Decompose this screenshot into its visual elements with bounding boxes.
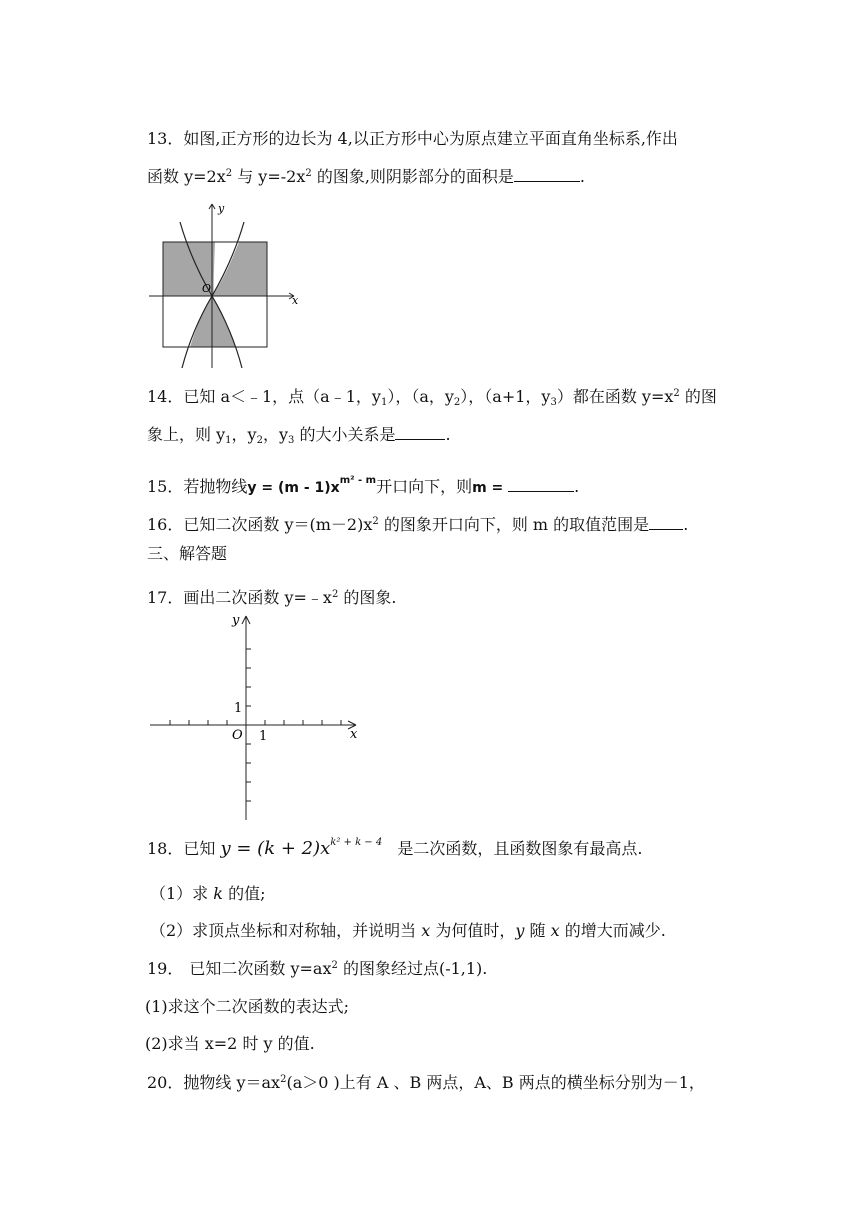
answer-blank [514,167,580,182]
q14-text-g: ，y [231,425,257,444]
q17-text-b: 的图象. [338,588,397,607]
q14-text-e: 的图 [679,387,717,406]
q18-line [147,838,642,860]
x-tick-label: 1 [259,729,268,744]
q16-line [147,514,688,536]
q17-line [147,587,397,609]
q18-part2-x: x [421,921,431,940]
sub-3b: 3 [287,435,295,446]
q13-figure [146,200,306,372]
q18-part1-b: 的值; [222,884,266,903]
answer-blank [649,515,683,530]
q20-text-a: 抛物线 y＝ax [183,1073,281,1092]
q14-text-d: ）都在函数 y=x [556,387,674,406]
q19-text-b: 的图象经过点(-1,1). [337,959,488,978]
q15-text-a: 若抛物线 [183,477,248,496]
x-axis-label: x [292,294,299,307]
sub-2b: 2 [256,435,263,446]
q18-part2 [150,920,666,942]
q17-grid-figure [146,612,366,824]
x-ticks [170,720,341,725]
q13-text-2b: 与 y=-2x [232,167,306,186]
q18-part1 [150,883,265,905]
q20-number: 20． [147,1073,184,1092]
q14-text-a: 已知 a＜﹣1，点（a﹣1，y [183,387,381,406]
q18-part1-var: k [213,884,223,903]
q17-text-a: 画出二次函数 y=﹣x [183,588,332,607]
q17-sup: 2 [331,589,339,600]
q13-line2 [147,166,585,188]
answer-blank [508,477,574,492]
q15-formula: y = (m - 1)x [247,480,340,496]
q19-sup: 2 [331,960,338,971]
q14-text-b: ），（a，y [387,387,454,406]
q18-number: 18． [147,839,184,858]
sup-2: 2 [673,388,680,399]
q18-formula: y = (k + 2)x [220,838,331,859]
q16-sup: 2 [372,516,379,527]
sub-3: 3 [550,397,557,408]
q15-line [147,476,579,499]
q13-number: 13． [147,129,184,148]
q17-number: 17． [147,588,184,607]
q13-text-2a: 函数 y=2x [147,167,226,186]
q14-text-f: 象上，则 y [147,425,226,444]
q16-period: . [683,515,689,534]
q19-part2: (2)求当 x=2 时 y 的值. [145,1034,315,1053]
q13-text-1: 如图,正方形的边长为 4,以正方形中心为原点建立平面直角坐标系,作出 [183,129,678,148]
q18-part2-x2: x [550,921,560,940]
q15-number: 15． [147,477,184,496]
y-tick-label: 1 [234,701,243,716]
q20-sup: 2 [280,1074,287,1085]
q19-text-a: 已知二次函数 y=ax [189,959,332,978]
q19-line [147,958,487,980]
q18-part2-y: y [515,921,525,940]
q18-part2-d: 的增大而减少. [559,921,666,940]
q18-part1-a: （1）求 [150,884,214,903]
q13-period: . [579,167,586,186]
sub-1b: 1 [225,435,232,446]
q15-formula-m: m = [472,480,509,496]
section-heading: 三、解答题 [147,544,228,563]
q19-number: 19． [147,959,184,978]
q20-line [147,1072,705,1094]
q16-number: 16． [147,515,184,534]
q14-line1 [147,386,717,408]
origin-label: O [202,282,212,295]
q18-exponent: k² + k − 4 [330,837,383,848]
q13-sup-a: 2 [225,168,233,179]
q14-line2 [147,424,451,446]
q16-text-a: 已知二次函数 y＝(m－2)x [183,515,373,534]
q15-exponent: m² - m [339,475,377,486]
sub-1: 1 [380,397,388,408]
q18-text-b: 是二次函数，且函数图象有最高点. [397,839,643,858]
q15-period: . [574,477,580,496]
q13-text-2c: 的图象,则阴影部分的面积是 [311,167,514,186]
q18-part2-c: 随 [524,921,551,940]
q14-text-c: ），（a+1，y [460,387,551,406]
q14-period: . [445,425,451,444]
origin-label: O [232,728,243,743]
q20-text-b: (a＞0 )上有 A 、B 两点，A、B 两点的横坐标分别为－1， [286,1073,705,1092]
sub-2: 2 [453,397,461,408]
q14-text-h: ，y [262,425,288,444]
q18-part2-a: （2）求顶点坐标和对称轴，并说明当 [150,921,422,940]
y-axis-label: y [218,202,225,215]
answer-blank [395,425,445,440]
q14-number: 14． [147,387,184,406]
x-axis-label: x [350,727,358,742]
q14-text-i: 的大小关系是 [294,425,396,444]
q13-line1 [147,128,678,150]
q19-part1: (1)求这个二次函数的表达式; [145,997,350,1016]
q13-sup-b: 2 [305,168,312,179]
q18-part2-b: 为何值时， [430,921,516,940]
q18-text-a: 已知 [183,839,216,858]
q16-text-b: 的图象开口向下，则 m 的取值范围是 [378,515,650,534]
y-axis-label: y [232,613,240,628]
q15-text-b: 开口向下，则 [376,477,473,496]
